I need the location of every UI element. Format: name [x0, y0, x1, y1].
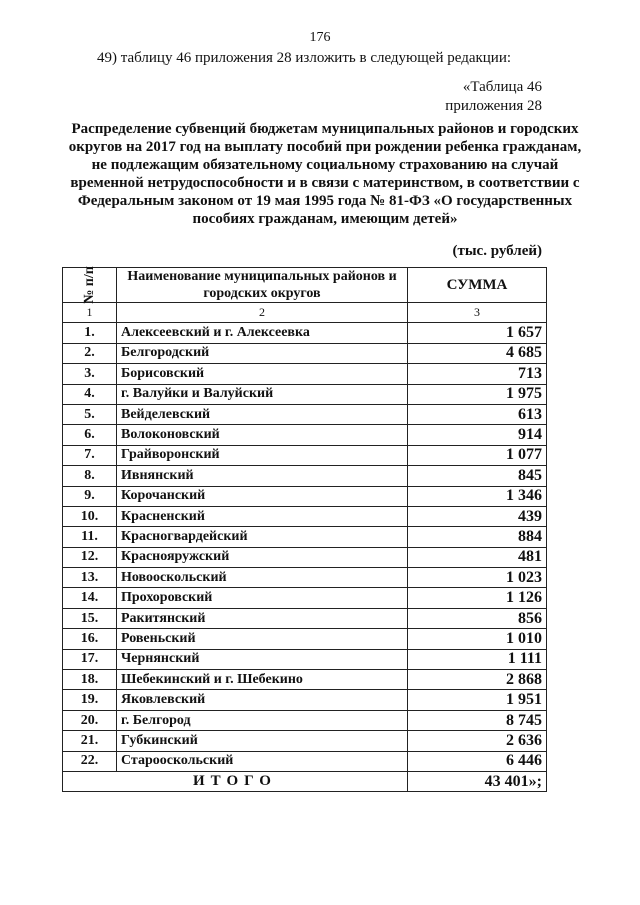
row-name: Шебекинский и г. Шебекино: [117, 670, 408, 690]
row-sum: 1 657: [408, 323, 547, 343]
row-number: 6.: [63, 425, 117, 445]
row-name: Губкинский: [117, 731, 408, 751]
column-index-row: [63, 303, 547, 323]
table-row: [63, 384, 547, 404]
row-sum: 439: [408, 506, 547, 526]
row-name: Ровеньский: [117, 629, 408, 649]
row-sum: 1 975: [408, 384, 547, 404]
row-sum: 856: [408, 608, 547, 628]
table-row: [63, 588, 547, 608]
row-name: Ракитянский: [117, 608, 408, 628]
row-number: 17.: [63, 649, 117, 669]
row-sum: 884: [408, 527, 547, 547]
row-number: 7.: [63, 445, 117, 465]
row-number: 19.: [63, 690, 117, 710]
table-row: [63, 568, 547, 588]
row-number: 21.: [63, 731, 117, 751]
row-sum: 845: [408, 466, 547, 486]
intro-text: 49) таблицу 46 приложения 28 изложить в следующей редакции:: [97, 50, 512, 66]
table-row: [63, 547, 547, 567]
total-sum: 43 401»;: [408, 771, 547, 791]
row-number: 20.: [63, 710, 117, 730]
row-name: Грайворонский: [117, 445, 408, 465]
units-label: (тыс. рублей): [452, 243, 542, 259]
column-index: 2: [117, 303, 408, 323]
table-reference-line2: приложения 28: [445, 98, 542, 114]
row-name: Яковлевский: [117, 690, 408, 710]
table-row: [63, 608, 547, 628]
page-number: 176: [309, 30, 331, 45]
row-sum: 8 745: [408, 710, 547, 730]
document-heading: Распределение субвенций бюджетам муниципальных районов и городских округов на 2017 год на выплату пособий при рождении ребенка гражданам, не подлежащим обязательному социальному страхованию на случай временной нетрудоспособности и в связи с материнством, в соответствии с Федеральным законом от 19 мая 1995 года № 81-ФЗ «О государственных пособиях гражданам, имеющим детей»: [68, 121, 582, 227]
table-row: [63, 323, 547, 343]
total-row: [63, 771, 547, 791]
row-sum: 2 636: [408, 731, 547, 751]
row-name: Белгородский: [117, 343, 408, 363]
row-number: 15.: [63, 608, 117, 628]
row-number: 3.: [63, 364, 117, 384]
row-name: Прохоровский: [117, 588, 408, 608]
row-sum: 613: [408, 404, 547, 424]
table-reference-line1: «Таблица 46: [462, 79, 542, 95]
row-number: 1.: [63, 323, 117, 343]
row-name: Новооскольский: [117, 568, 408, 588]
row-name: Красненский: [117, 506, 408, 526]
table-row: [63, 486, 547, 506]
row-name: г. Белгород: [117, 710, 408, 730]
row-sum: 1 010: [408, 629, 547, 649]
row-number: 16.: [63, 629, 117, 649]
table-row: [63, 751, 547, 771]
row-name: Красногвардейский: [117, 527, 408, 547]
table-row: [63, 343, 547, 363]
row-number: 22.: [63, 751, 117, 771]
row-sum: 713: [408, 364, 547, 384]
row-number: 18.: [63, 670, 117, 690]
row-name: г. Валуйки и Валуйский: [117, 384, 408, 404]
column-index: 1: [63, 303, 117, 323]
row-name: Ивнянский: [117, 466, 408, 486]
table-header-row: [63, 268, 547, 303]
row-number: 5.: [63, 404, 117, 424]
row-number: 4.: [63, 384, 117, 404]
table-reference: [445, 78, 542, 116]
row-name: Борисовский: [117, 364, 408, 384]
table-row: [63, 445, 547, 465]
table-row: [63, 425, 547, 445]
row-number: 2.: [63, 343, 117, 363]
table-row: [63, 731, 547, 751]
total-label: ИТОГО: [63, 771, 408, 791]
row-name: Волоконовский: [117, 425, 408, 445]
table-row: [63, 364, 547, 384]
table-row: [63, 670, 547, 690]
row-name: Корочанский: [117, 486, 408, 506]
table-row: [63, 649, 547, 669]
row-sum: 1 077: [408, 445, 547, 465]
table-row: [63, 527, 547, 547]
row-name: Вейделевский: [117, 404, 408, 424]
row-number: 13.: [63, 568, 117, 588]
header-name: Наименование муниципальных районов и городских округов: [117, 268, 408, 303]
row-number: 10.: [63, 506, 117, 526]
header-number-label: № п/п: [81, 266, 97, 304]
subsidy-table: [62, 267, 547, 792]
table-row: [63, 506, 547, 526]
row-sum: 1 126: [408, 588, 547, 608]
row-sum: 4 685: [408, 343, 547, 363]
row-sum: 1 951: [408, 690, 547, 710]
row-sum: 1 346: [408, 486, 547, 506]
row-name: Чернянский: [117, 649, 408, 669]
row-number: 12.: [63, 547, 117, 567]
row-sum: 481: [408, 547, 547, 567]
header-number: [63, 268, 117, 303]
table-row: [63, 690, 547, 710]
row-sum: 2 868: [408, 670, 547, 690]
row-number: 14.: [63, 588, 117, 608]
row-name: Старооскольский: [117, 751, 408, 771]
row-sum: 914: [408, 425, 547, 445]
table-row: [63, 404, 547, 424]
row-name: Краснояружский: [117, 547, 408, 567]
table-row: [63, 710, 547, 730]
row-name: Алексеевский и г. Алексеевка: [117, 323, 408, 343]
row-sum: 1 023: [408, 568, 547, 588]
table-row: [63, 629, 547, 649]
row-sum: 6 446: [408, 751, 547, 771]
row-number: 9.: [63, 486, 117, 506]
table-row: [63, 466, 547, 486]
row-sum: 1 111: [408, 649, 547, 669]
row-number: 8.: [63, 466, 117, 486]
header-sum: СУММА: [408, 268, 547, 303]
row-number: 11.: [63, 527, 117, 547]
column-index: 3: [408, 303, 547, 323]
